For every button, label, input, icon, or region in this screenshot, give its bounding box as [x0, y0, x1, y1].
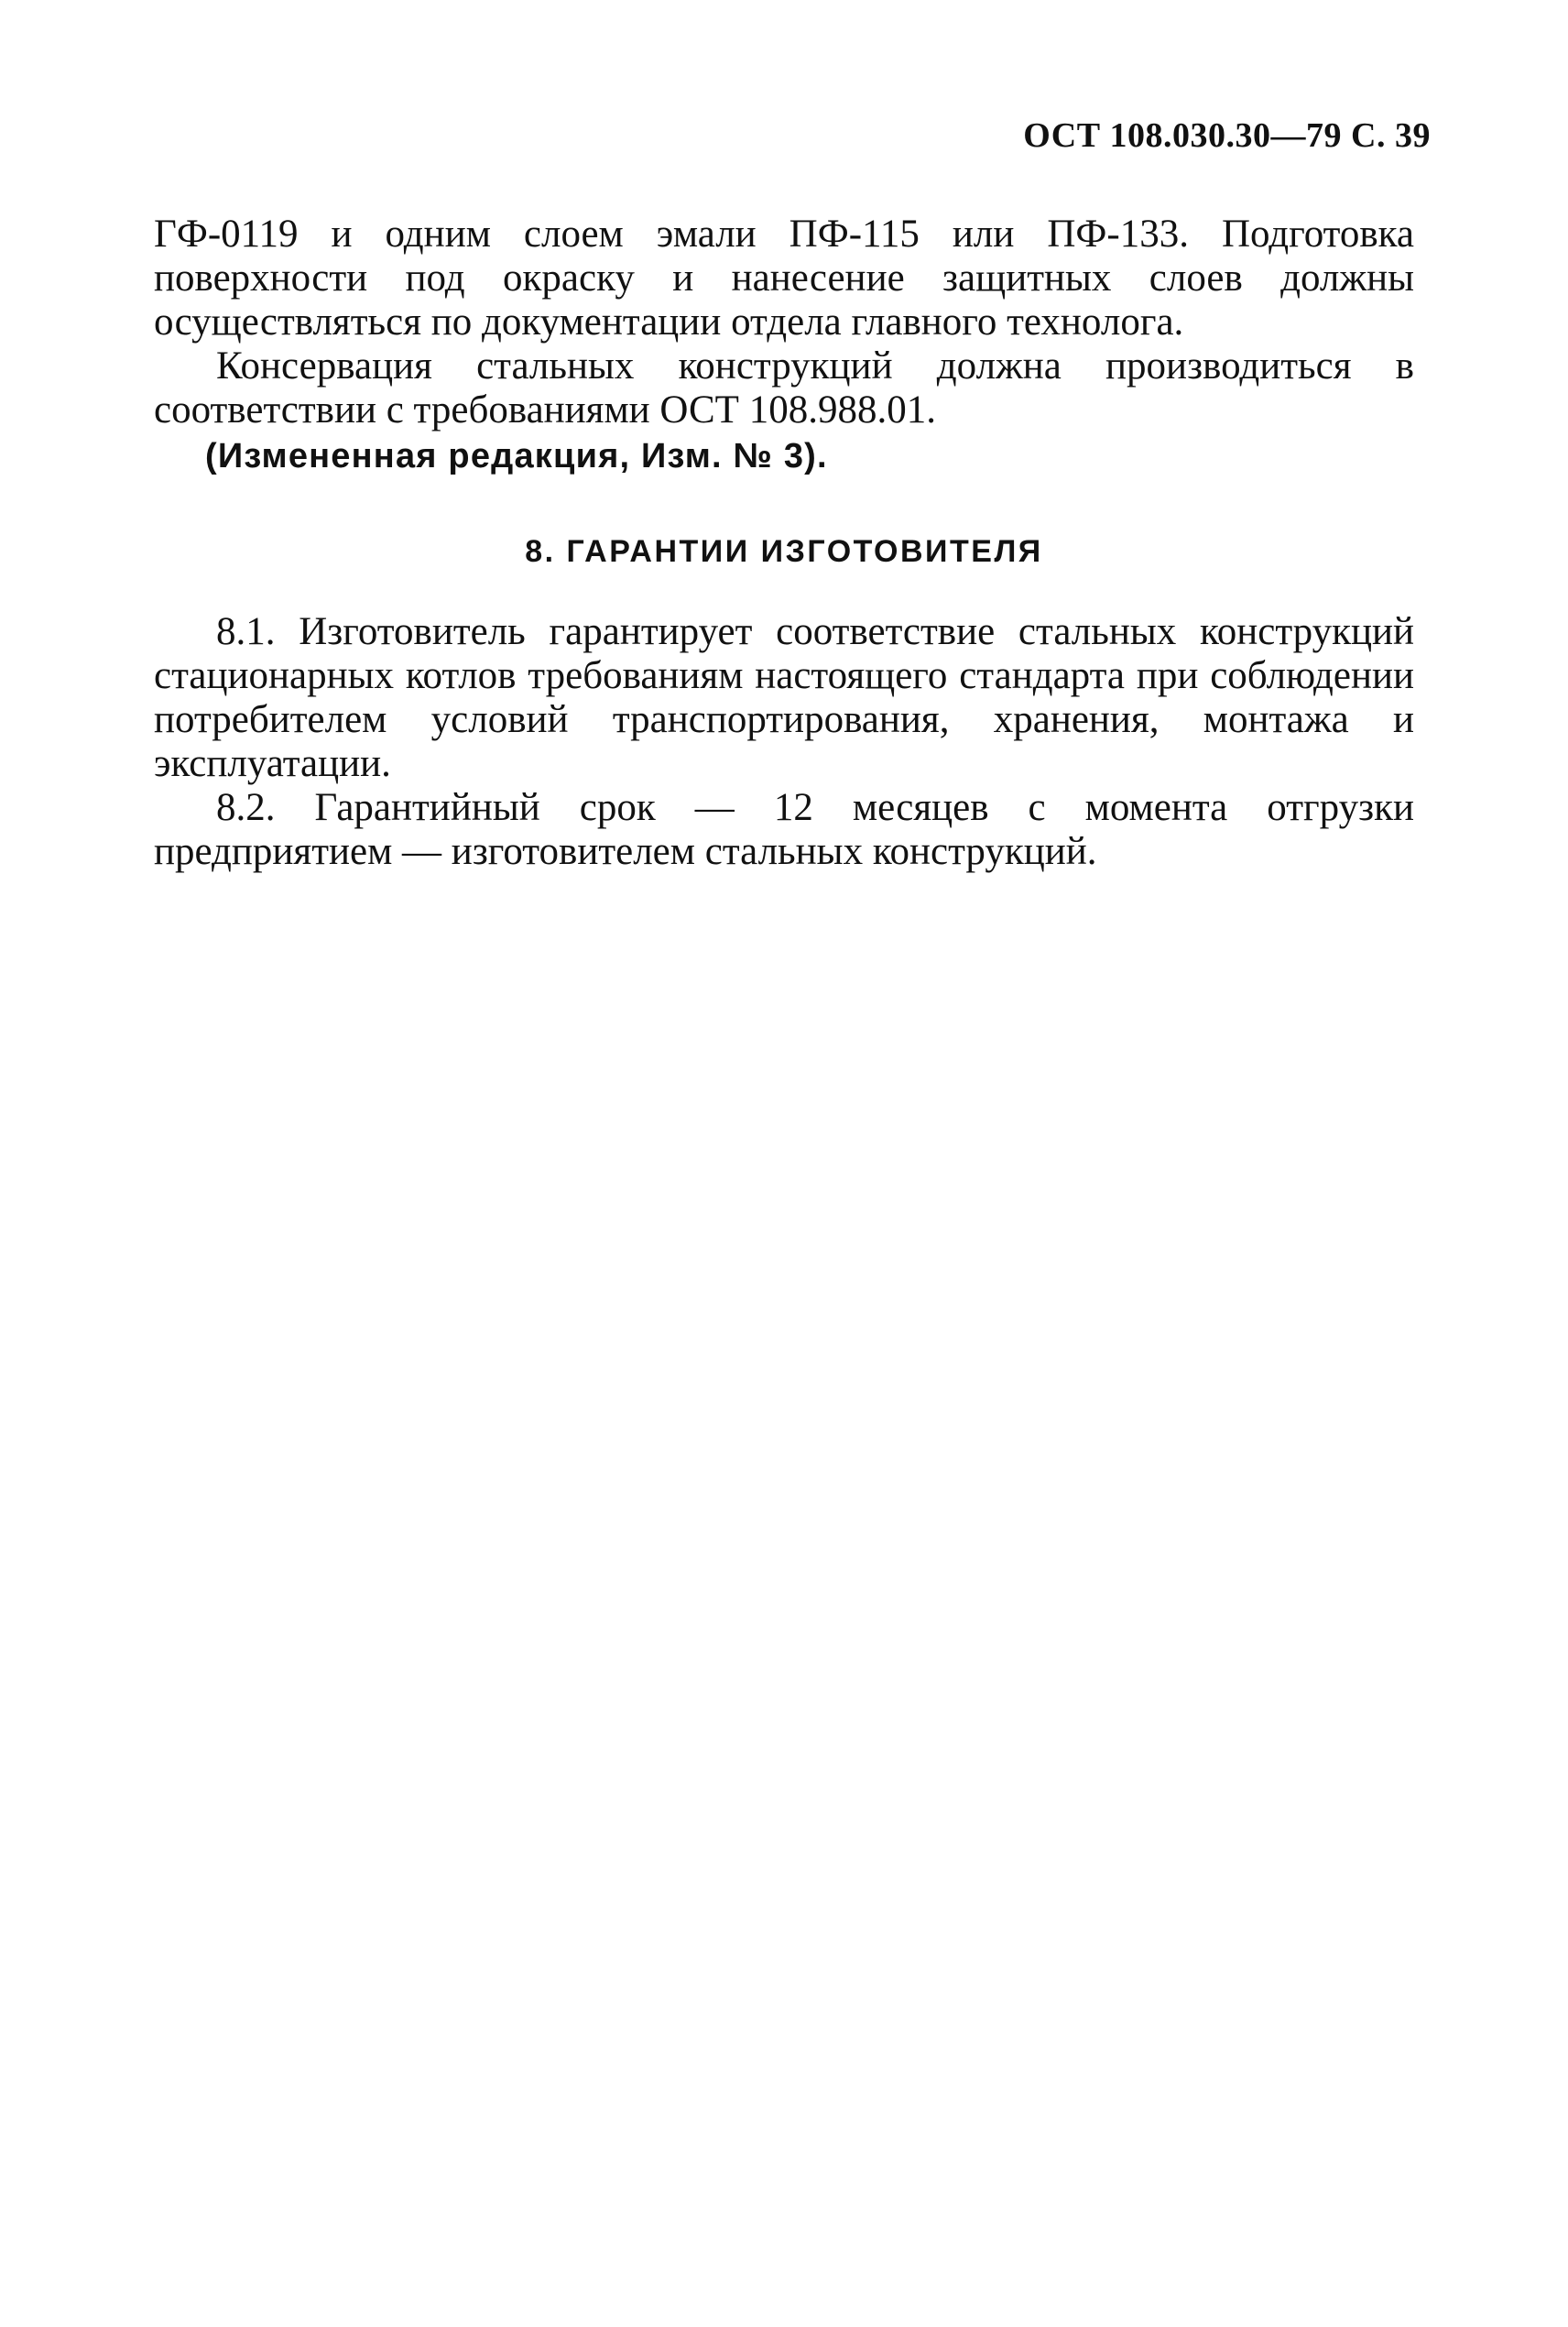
section-heading: 8. ГАРАНТИИ ИЗГОТОВИТЕЛЯ — [525, 534, 1043, 569]
running-header: ОСТ 108.030.30—79 С. 39 — [1023, 116, 1431, 155]
clause-8-2: 8.2. Гарантийный срок — 12 месяцев с момента отгрузки предприятием — изготовителем стальных конструкций. — [154, 786, 1414, 873]
conservation-paragraph: Консервация стальных конструкций должна производиться в соответствии с требованиями ОСТ 108.988.01. — [154, 344, 1414, 432]
body-text — [154, 213, 1414, 874]
continuation-paragraph: ГФ-0119 и одним слоем эмали ПФ-115 или ПФ-133. Подготовка поверхности под окраску и нанесение защитных слоев должны осуществляться по документации отдела главного технолога. — [154, 213, 1414, 344]
clause-8-1: 8.1. Изготовитель гарантирует соответствие стальных конструкций стационарных котлов требованиям настоящего стандарта при соблюдении потребителем условий транспортирования, хранения, монтажа и эксплуатации. — [154, 610, 1414, 785]
amendment-note: (Измененная редакция, Изм. № 3). — [205, 437, 828, 475]
